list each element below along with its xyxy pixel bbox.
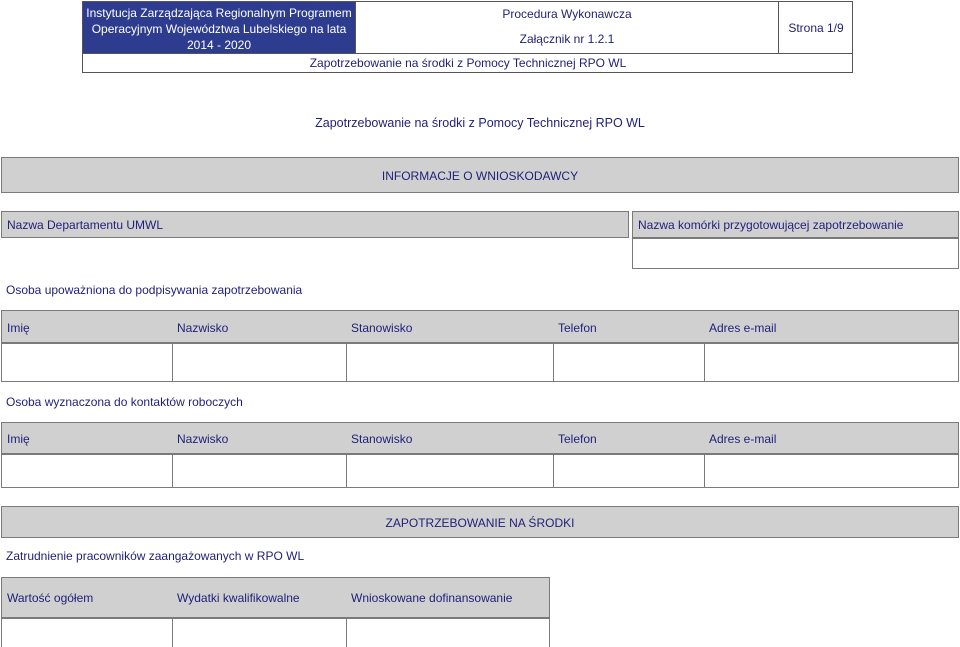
column-requested-funding: Wnioskowane dofinansowanie bbox=[351, 591, 513, 605]
cell-divider bbox=[704, 455, 705, 487]
column-position: Stanowisko bbox=[351, 321, 413, 335]
cell-divider bbox=[346, 619, 347, 647]
procedure-name: Procedura Wykonawcza bbox=[502, 7, 632, 21]
column-first-name: Imię bbox=[7, 432, 30, 446]
funding-value-row[interactable] bbox=[1, 618, 550, 647]
cell-divider bbox=[553, 455, 554, 487]
funding-demand-section bbox=[1, 506, 959, 538]
unit-label: Nazwa komórki przygotowującej zapotrzebowanie bbox=[638, 218, 904, 232]
column-first-name: Imię bbox=[7, 321, 30, 335]
funding-demand-heading: ZAPOTRZEBOWANIE NA ŚRODKI bbox=[385, 516, 575, 530]
authorized-person-label: Osoba upoważniona do podpisywania zapotrzebowania bbox=[6, 283, 303, 297]
page-number-cell bbox=[779, 2, 853, 54]
funding-header-row bbox=[1, 577, 550, 618]
contact-person-label: Osoba wyznaczona do kontaktów roboczych bbox=[6, 395, 243, 409]
cell-divider bbox=[172, 619, 173, 647]
attachment-number: Załącznik nr 1.2.1 bbox=[519, 32, 615, 46]
column-phone: Telefon bbox=[558, 321, 597, 335]
cell-divider bbox=[704, 344, 705, 381]
cell-divider bbox=[172, 455, 173, 487]
institution-line-3: 2014 - 2020 bbox=[186, 38, 252, 52]
header-subtitle: Zapotrzebowanie na środki z Pomocy Technicznej RPO WL bbox=[309, 56, 627, 70]
cell-divider bbox=[346, 455, 347, 487]
authorized-person-header-row bbox=[1, 310, 959, 343]
column-email: Adres e-mail bbox=[709, 321, 777, 335]
page-number: Strona 1/9 bbox=[788, 20, 844, 35]
column-email: Adres e-mail bbox=[709, 432, 777, 446]
cell-divider bbox=[553, 344, 554, 381]
cell-divider bbox=[346, 344, 347, 381]
unit-value-field[interactable] bbox=[632, 238, 959, 269]
department-label-cell bbox=[1, 211, 629, 238]
procedure-cell bbox=[356, 2, 779, 54]
applicant-info-heading: INFORMACJE O WNIOSKODAWCY bbox=[381, 169, 579, 183]
unit-label-cell bbox=[632, 211, 959, 238]
column-last-name: Nazwisko bbox=[177, 321, 229, 335]
department-label: Nazwa Departamentu UMWL bbox=[7, 218, 164, 232]
column-position: Stanowisko bbox=[351, 432, 413, 446]
contact-person-header-row bbox=[1, 422, 959, 454]
column-total-value: Wartość ogółem bbox=[7, 591, 94, 605]
employment-label: Zatrudnienie pracowników zaangażowanych w RPO WL bbox=[6, 549, 305, 563]
document-title: Zapotrzebowanie na środki z Pomocy Technicznej RPO WL bbox=[315, 116, 645, 130]
applicant-info-section bbox=[1, 157, 959, 193]
institution-line-1: Instytucja Zarządzająca Regionalnym Programem bbox=[86, 6, 352, 20]
institution-line-2: Operacyjnym Województwa Lubelskiego na lata bbox=[91, 22, 347, 36]
authorized-person-value-row[interactable] bbox=[1, 343, 959, 382]
cell-divider bbox=[172, 344, 173, 381]
institution-cell bbox=[83, 2, 356, 54]
column-last-name: Nazwisko bbox=[177, 432, 229, 446]
column-eligible-expenses: Wydatki kwalifikowalne bbox=[177, 591, 300, 605]
column-phone: Telefon bbox=[558, 432, 597, 446]
page-header bbox=[82, 1, 853, 73]
contact-person-value-row[interactable] bbox=[1, 454, 959, 488]
